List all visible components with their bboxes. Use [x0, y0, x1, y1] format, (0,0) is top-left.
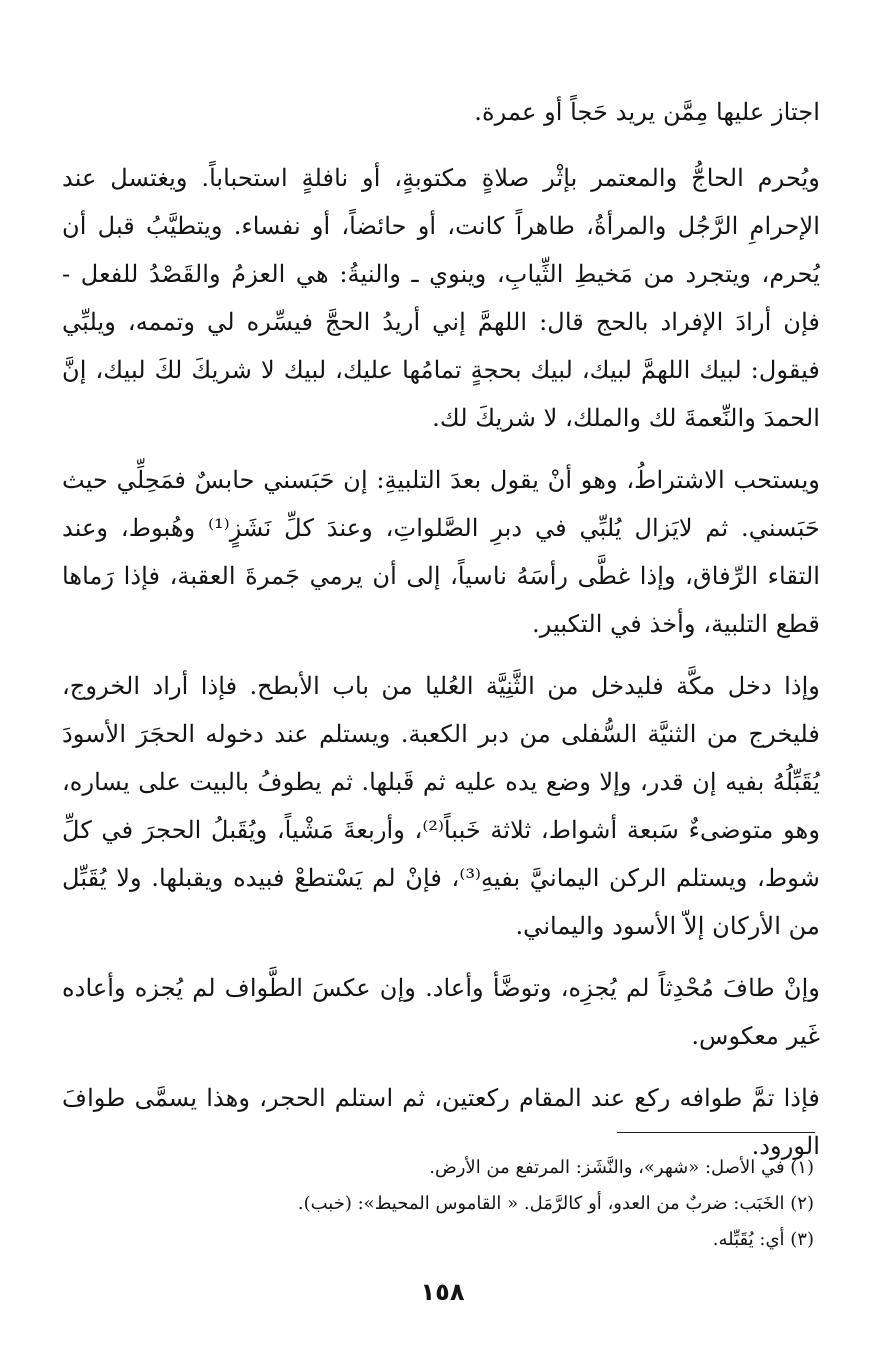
- footnote-2: (٢) الخَبَب: ضربٌ من العدو، أو كالرَّمَل. « القاموس المحيط»: (خبب).: [297, 1193, 814, 1214]
- footnote-3: (٣) أي: يُقَبِّله.: [712, 1229, 814, 1250]
- page-number: ١٥٨: [420, 1278, 465, 1306]
- paragraph-4: وإذا دخل مكَّة فليدخل من الثَّنِيَّة العُليا من باب الأبطح. فإذا أراد الخروج، فليخرج من الثنيَّة السُّفلى من دبر الكعبة. ويستلم عند دخوله الحجَرَ الأسودَ يُقَبِّلُهُ بفيه إن قدر، وإلا وضع يده عليه ثم قَبلها. ثم يطوفُ بالبيت على يساره، وهو متوضىءٌ سَبعة أشواط، ثلاثة خَبباً⁽²⁾، وأربعةَ مَشْياً، ويُقَبلُ الحجرَ في كلِّ شوط، ويستلم الركن اليمانيَّ بفيهِ⁽³⁾، فإنْ لم يَسْتطعْ فبيده ويقبلها. ولا يُقَبِّل من الأركان إلاّ الأسود واليماني.: [62, 672, 820, 940]
- paragraph-3: ويستحب الاشتراطُ، وهو أنْ يقول بعدَ التلبيةِ: إن حَبَسني حابسٌ فمَحِلِّي حيث حَبَسني. ثم لايَزال يُلبِّي في دبرِ الصَّلواتِ، وعندَ كلِّ نَشَزٍ⁽¹⁾ وهُبوط، وعند التقاء الرِّفاق، وإذا غطَّى رأسَهُ ناسياً، إلى أن يرمي جَمرةَ العقبة، فإذا رَماها قطع التلبية، وأخذ في التكبير.: [62, 466, 820, 638]
- paragraph-5: وإنْ طافَ مُحْدِثاً لم يُجزِه، وتوضَّأ وأعاد. وإن عكسَ الطَّواف لم يُجزه وأعاده غَير معكوس.: [62, 974, 820, 1050]
- paragraph-2: ويُحرم الحاجُّ والمعتمر بإثْر صلاةٍ مكتوبةٍ، أو نافلةٍ استحباباً. ويغتسل عند الإحرامِ الرَّجُل والمرأةُ، طاهراً كانت، أو حائضاً، أو نفساء. ويتطيَّبُ قبل أن يُحرم، ويتجرد من مَخيطِ الثِّيابِ، وينوي ـ والنيةُ: هي العزمُ والقَصْدُ للفعل - فإن أرادَ الإفراد بالحج قال: اللهمَّ إني أريدُ الحجَّ فيسِّره لي وتممه، ويلبِّي فيقول: لبيك اللهمَّ لبيك، لبيك بحجةٍ تمامُها عليك، لبيك لا شريكَ لكَ لبيك، إنَّ الحمدَ والنِّعمةَ لك والملك، لا شريكَ لك.: [62, 164, 820, 432]
- footnote-1: (١) في الأصل: «شهر»، والنَّشَز: المرتفع من الأرض.: [429, 1157, 814, 1178]
- main-text: [62, 88, 820, 1184]
- footnotes: [62, 1150, 814, 1258]
- paragraph-1: اجتاز عليها مِمَّن يريد حَجاً أو عمرة.: [474, 98, 820, 126]
- paragraph-6: فإذا تمَّ طوافه ركع عند المقام ركعتين، ثم استلم الحجر، وهذا يسمَّى طوافَ الورود.: [62, 1084, 820, 1160]
- footnote-divider: [617, 1132, 815, 1133]
